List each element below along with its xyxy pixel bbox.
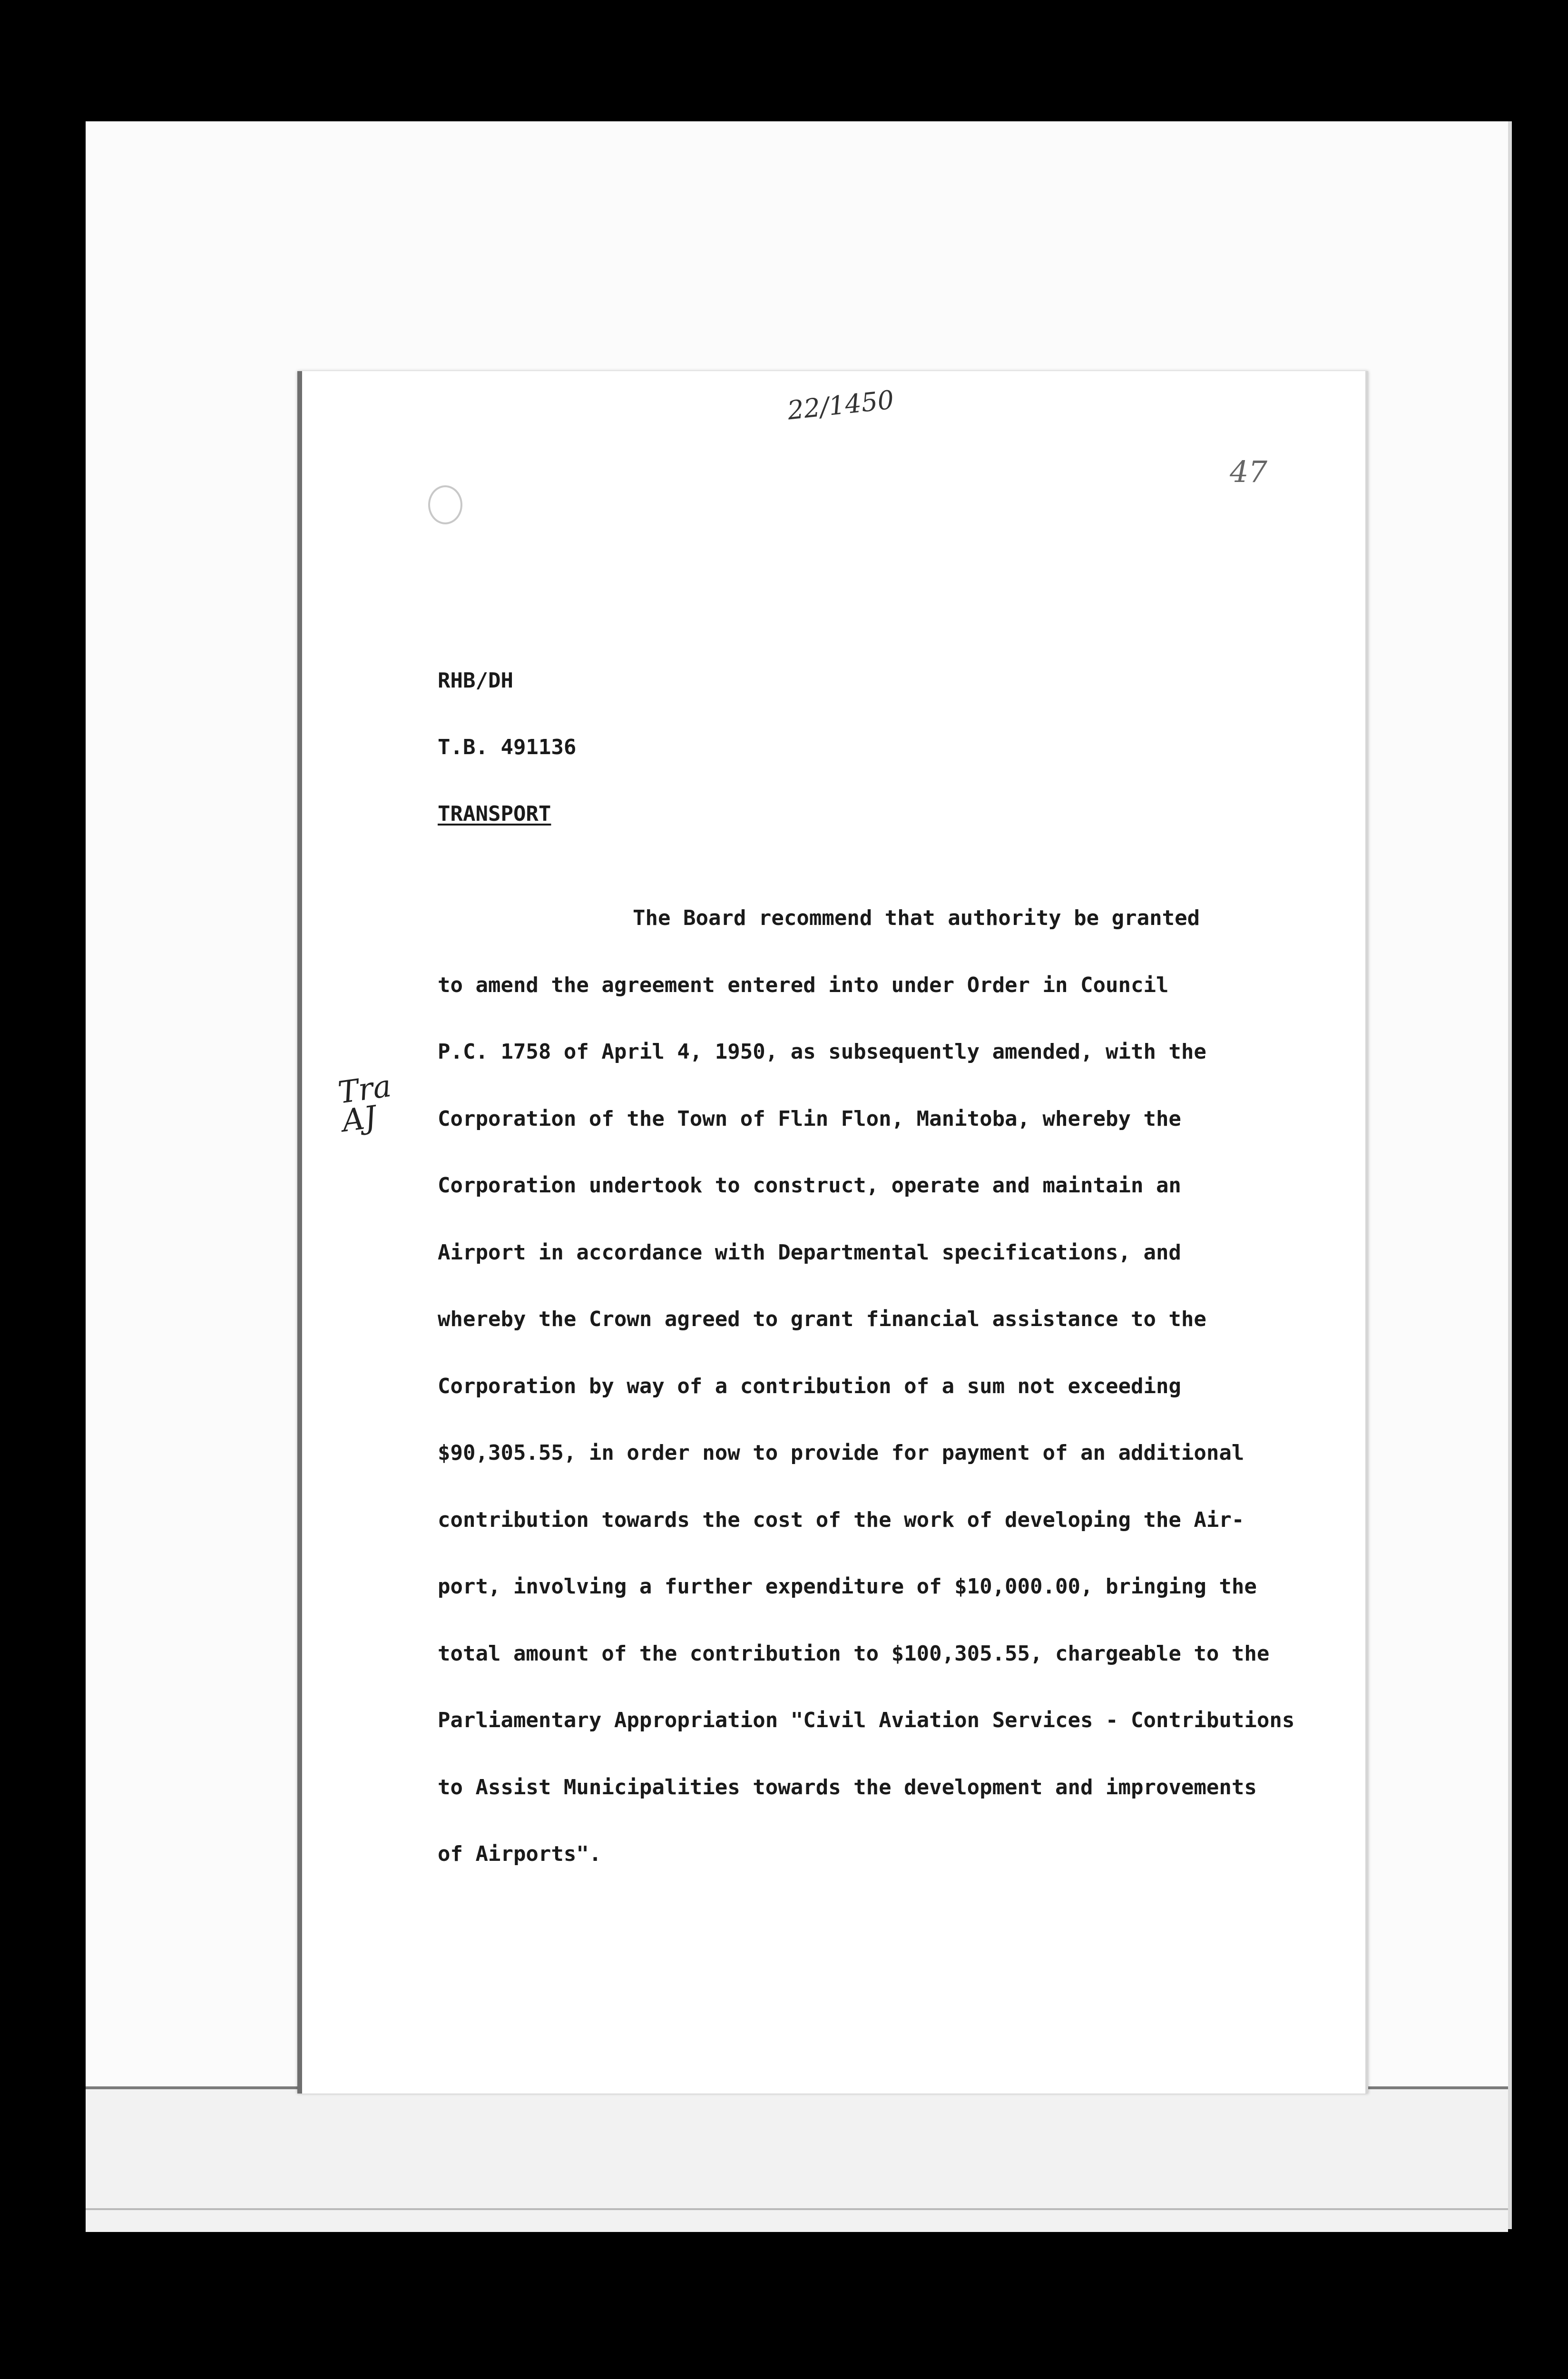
file-reference: RHB/DH <box>438 668 513 693</box>
paragraph-line: Parliamentary Appropriation "Civil Aviation Services - Contributions <box>438 1708 1295 1732</box>
handwritten-initials <box>336 1068 397 1140</box>
paragraph-line: to Assist Municipalities towards the development and improvements <box>438 1775 1257 1799</box>
recommendation-paragraph <box>438 904 1351 1907</box>
department-heading: TRANSPORT <box>438 802 551 826</box>
treasury-board-number: T.B. 491136 <box>438 735 577 759</box>
paragraph-line: P.C. 1758 of April 4, 1950, as subsequently amended, with the <box>438 1040 1206 1064</box>
paragraph-line: contribution towards the cost of the work of developing the Air- <box>438 1507 1245 1532</box>
paragraph-line: total amount of the contribution to $100,305.55, chargeable to the <box>438 1641 1270 1666</box>
paragraph-line: to amend the agreement entered into under Order in Council <box>438 973 1169 997</box>
paragraph-line: Corporation of the Town of Flin Flon, Manitoba, whereby the <box>438 1106 1181 1131</box>
initials-line-2: AJ <box>340 1099 379 1140</box>
paragraph-line: whereby the Crown agreed to grant financial assistance to the <box>438 1307 1206 1331</box>
paragraph-line: of Airports". <box>438 1842 602 1866</box>
initials-line-1: Tra <box>336 1068 393 1111</box>
backing-sheet-fold <box>86 2086 1508 2232</box>
document-page <box>297 371 1368 2094</box>
paragraph-line: The Board recommend that authority be granted <box>633 906 1200 930</box>
punch-hole <box>428 485 462 524</box>
paragraph-line: port, involving a further expenditure of $10,000.00, bringing the <box>438 1574 1257 1599</box>
paragraph-line: Airport in accordance with Departmental specifications, and <box>438 1240 1181 1265</box>
paragraph-line: Corporation undertook to construct, operate and maintain an <box>438 1173 1181 1198</box>
handwritten-page-number: 47 <box>1230 454 1267 489</box>
paragraph-line: Corporation by way of a contribution of a sum not exceeding <box>438 1374 1181 1398</box>
handwritten-reference-number: 22/1450 <box>786 384 896 426</box>
paragraph-line: $90,305.55, in order now to provide for payment of an additional <box>438 1441 1245 1465</box>
